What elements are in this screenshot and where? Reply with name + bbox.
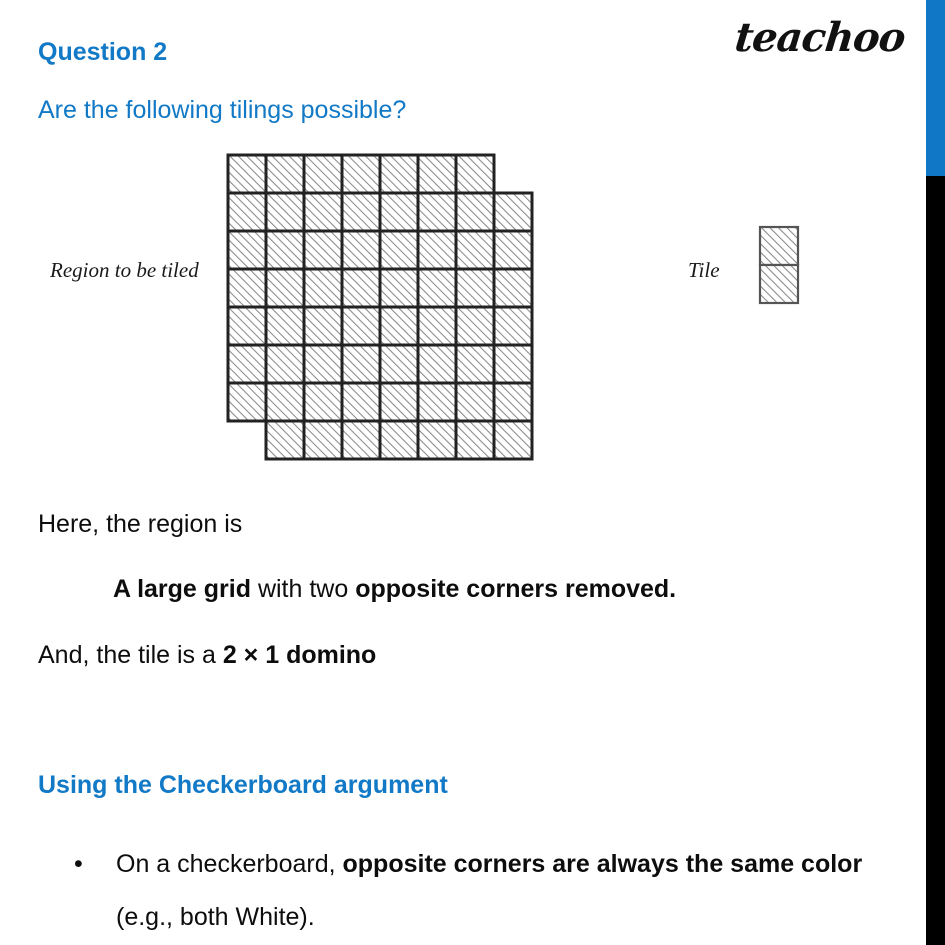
- region-cell: [494, 383, 532, 421]
- bullet-bold-1: opposite corners are always the same color: [342, 850, 863, 878]
- region-cell: [418, 155, 456, 193]
- region-cell: [228, 345, 266, 383]
- region-cell: [266, 231, 304, 269]
- region-cell: [380, 231, 418, 269]
- region-cell: [342, 307, 380, 345]
- region-cell: [380, 155, 418, 193]
- tiling-diagram: [0, 140, 900, 480]
- region-cell: [456, 155, 494, 193]
- region-cell: [380, 383, 418, 421]
- tile-cell: [760, 227, 798, 265]
- bullet-text: [116, 838, 884, 944]
- region-cell: [304, 307, 342, 345]
- bullet-plain-1: On a checkerboard,: [116, 850, 343, 878]
- region-cell: [494, 193, 532, 231]
- region-cell: [456, 383, 494, 421]
- region-cell-group: [228, 155, 532, 459]
- region-cell: [342, 269, 380, 307]
- region-cell: [304, 231, 342, 269]
- region-cell: [304, 193, 342, 231]
- region-cell: [380, 345, 418, 383]
- region-cell: [266, 269, 304, 307]
- bullet-plain-2: (e.g., both White).: [116, 903, 315, 931]
- region-cell: [342, 383, 380, 421]
- region-description: [113, 575, 676, 604]
- region-cell: [494, 307, 532, 345]
- question-title: Question 2: [38, 38, 168, 66]
- right-edge-black-bar: [926, 176, 945, 945]
- region-cell: [342, 193, 380, 231]
- region-cell: [456, 307, 494, 345]
- teachoo-logo: teachoo: [732, 14, 908, 61]
- region-cell: [380, 307, 418, 345]
- tile-cell-group: [760, 227, 798, 303]
- question-prompt: Are the following tilings possible?: [38, 96, 407, 124]
- region-cell: [418, 345, 456, 383]
- region-cell: [342, 345, 380, 383]
- region-cell: [304, 269, 342, 307]
- region-cell: [494, 421, 532, 459]
- region-cell: [228, 155, 266, 193]
- region-cell: [228, 269, 266, 307]
- region-cell: [304, 345, 342, 383]
- region-cell: [342, 421, 380, 459]
- right-edge-blue-bar: [926, 0, 945, 176]
- region-cell: [418, 383, 456, 421]
- region-cell: [228, 231, 266, 269]
- region-cell: [380, 421, 418, 459]
- region-cell: [456, 421, 494, 459]
- region-cell: [456, 231, 494, 269]
- region-to-be-tiled-label: Region to be tiled: [50, 258, 199, 282]
- region-cell: [456, 269, 494, 307]
- region-cell: [494, 269, 532, 307]
- here-region-intro: Here, the region is: [38, 510, 243, 538]
- region-cell: [418, 421, 456, 459]
- region-cell: [456, 193, 494, 231]
- region-cell: [266, 193, 304, 231]
- tile-desc-plain-1: And, the tile is a: [38, 641, 223, 669]
- region-cell: [342, 231, 380, 269]
- tile-label: Tile: [688, 258, 720, 282]
- region-cell: [228, 383, 266, 421]
- region-cell: [418, 269, 456, 307]
- region-cell: [304, 421, 342, 459]
- region-cell: [494, 345, 532, 383]
- region-cell: [418, 307, 456, 345]
- region-cell: [266, 383, 304, 421]
- region-cell: [228, 193, 266, 231]
- region-cell: [266, 155, 304, 193]
- region-cell: [418, 231, 456, 269]
- tile-desc-bold-1: 2 × 1 domino: [222, 641, 377, 669]
- tile-description: [38, 641, 376, 670]
- region-desc-bold-2: opposite corners removed.: [355, 575, 677, 603]
- list-item: [74, 838, 884, 944]
- region-cell: [266, 307, 304, 345]
- region-cell: [342, 155, 380, 193]
- region-cell: [304, 383, 342, 421]
- tile-cell: [760, 265, 798, 303]
- region-cell: [494, 231, 532, 269]
- region-desc-bold-1: A large grid: [113, 575, 251, 603]
- region-cell: [304, 155, 342, 193]
- region-cell: [380, 193, 418, 231]
- region-cell: [418, 193, 456, 231]
- region-grid: [226, 153, 538, 469]
- region-desc-plain-1: with two: [251, 575, 356, 603]
- region-cell: [266, 345, 304, 383]
- domino-tile: [757, 224, 803, 308]
- region-cell: [456, 345, 494, 383]
- region-cell: [380, 269, 418, 307]
- region-cell: [266, 421, 304, 459]
- bullet-marker-icon: •: [74, 850, 83, 878]
- region-cell: [228, 307, 266, 345]
- checkerboard-argument-heading: Using the Checkerboard argument: [38, 771, 448, 799]
